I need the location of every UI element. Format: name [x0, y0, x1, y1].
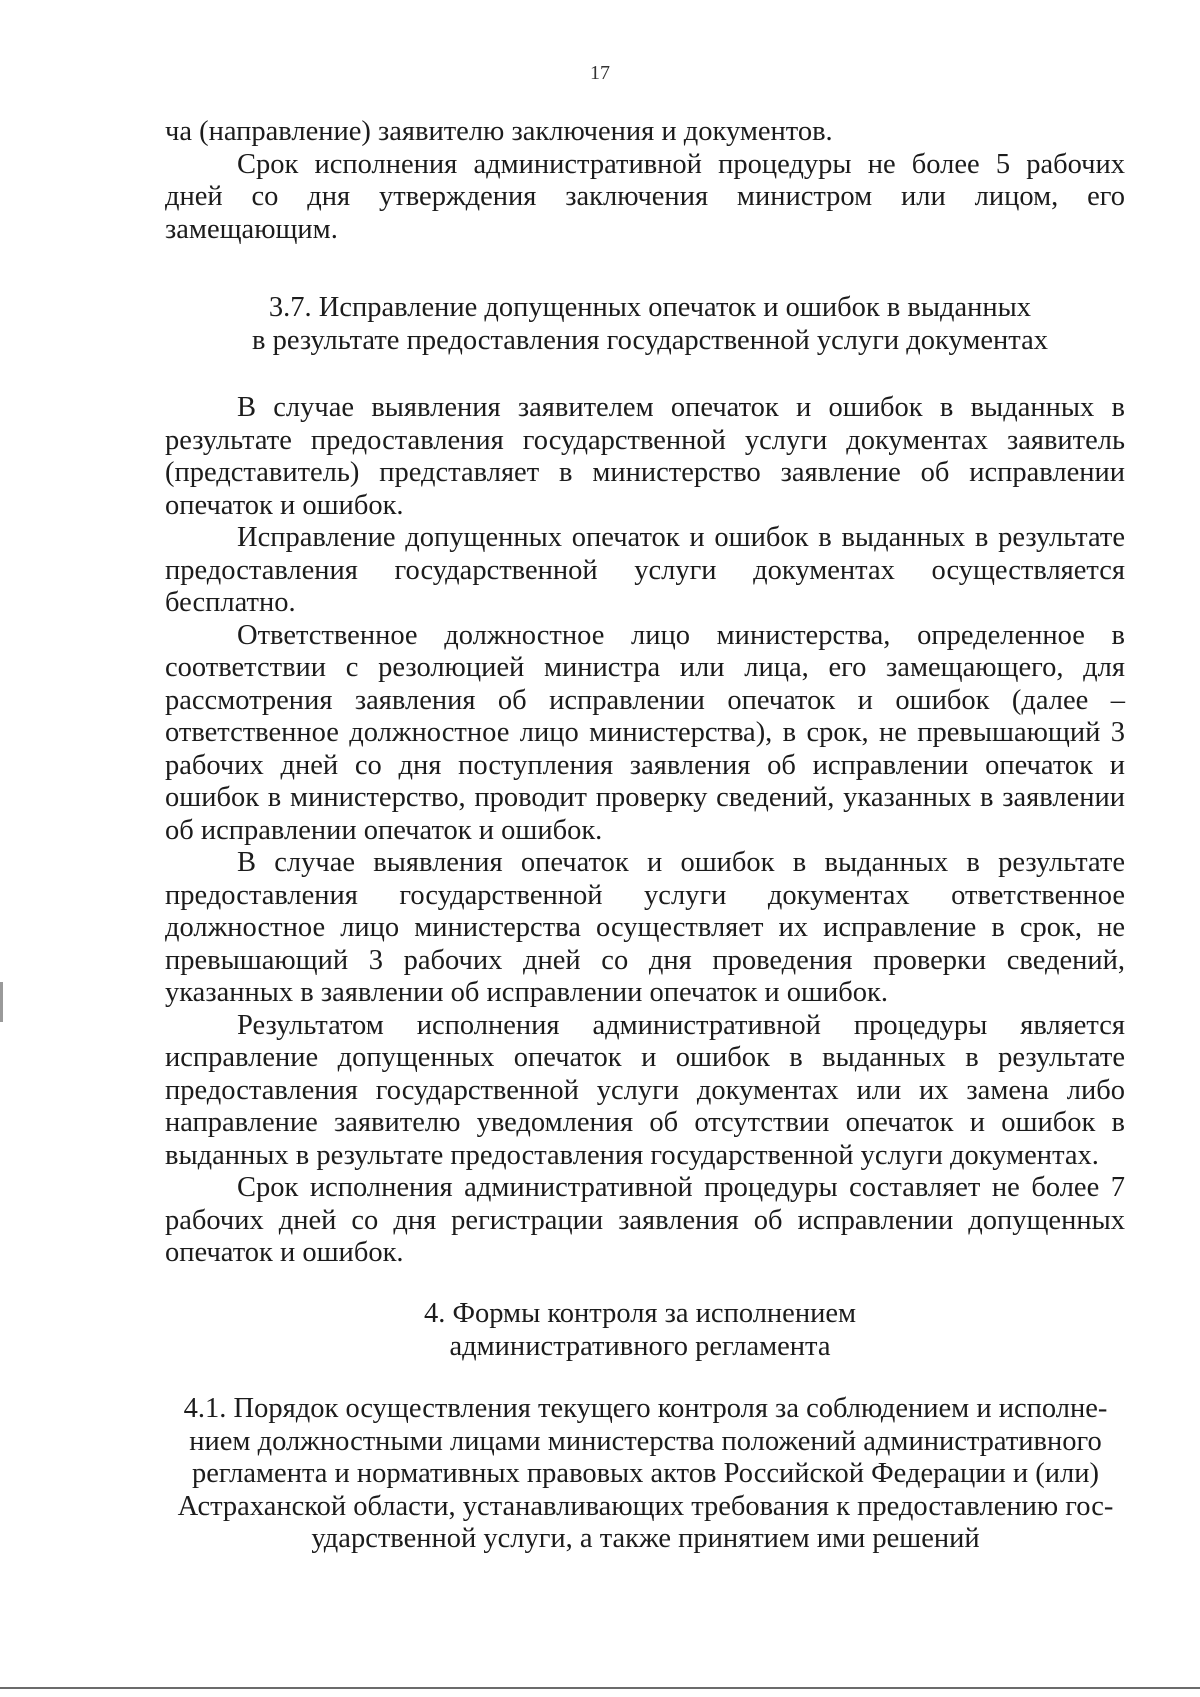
text-block-corrections: [165, 392, 1125, 1270]
paragraph: Срок исполнения административной процедуры не более 5 рабочих дней со дня утверждения заключения министром или лицом, его замещающим.: [165, 148, 1125, 245]
heading-line: ударственной услуги, а также принятием ими решений: [311, 1523, 980, 1554]
paragraph: В случае выявления опечаток и ошибок в выданных в результате предоставления государственной услуги документах ответственное должностное лицо министерства осуществляет их исправление в срок, не превышающий 3 рабочих дней со дня проведения проверки сведений, указанных в заявлении об исправлении опечаток и ошибок.: [165, 847, 1125, 1008]
heading-line: административного регламента: [449, 1330, 831, 1362]
text-block-procedure-end: [165, 116, 1125, 246]
heading-line: Астраханской области, устанавливающих требования к предоставлению гос-: [177, 1490, 1114, 1522]
section-heading-3-7: [170, 292, 1130, 357]
page-number: 17: [590, 62, 610, 84]
paragraph: В случае выявления заявителем опечаток и ошибок в выданных в результате предоставления государственной услуги документах заявитель (представитель) представляет в министерство заявление об исправлении опечаток и ошибок.: [165, 392, 1125, 521]
paragraph: ча (направление) заявителю заключения и документов.: [165, 116, 833, 147]
heading-line: регламента и нормативных правовых актов Российской Федерации и (или): [192, 1458, 1099, 1489]
paragraph: Срок исполнения административной процедуры составляет не более 7 рабочих дней со дня регистрации заявления об исправлении допущенных опечаток и ошибок.: [165, 1172, 1125, 1268]
paragraph: Исправление допущенных опечаток и ошибок в выданных в результате предоставления государственной услуги документах осуществляется бесплатно.: [165, 522, 1125, 618]
heading-line: нием должностными лицами министерства положений административного: [189, 1425, 1102, 1457]
heading-line: 4.1. Порядок осуществления текущего контроля за соблюдением и исполне-: [183, 1393, 1108, 1424]
heading-line: 4. Формы контроля за исполнением: [423, 1298, 857, 1329]
heading-line: в результате предоставления государственной услуги документах: [252, 324, 1048, 356]
paragraph: Результатом исполнения административной процедуры является исправление допущенных опечаток и ошибок в выданных в результате предоставления государственной услуги документах или их замена либо направление заявителю уведомления об отсутствии опечаток и ошибок в выданных в результате предоставления государственной услуги документах.: [165, 1009, 1125, 1171]
scan-bottom-edge: [0, 1687, 1200, 1689]
heading-line: 3.7. Исправление допущенных опечаток и ошибок в выданных: [268, 292, 1032, 323]
paragraph: Ответственное должностное лицо министерства, определенное в соответствии с резолюцией министра или лица, его замещающего, для рассмотрения заявления об исправлении опечаток и ошибок (далее – ответственное должностное лицо министерства), в срок, не превышающий 3 рабочих дней со дня поступления заявления об исправлении опечаток и ошибок в министерство, проводит проверку сведений, указанных в заявлении об исправлении опечаток и ошибок.: [165, 619, 1125, 846]
section-heading-4-1: [158, 1393, 1133, 1556]
section-heading-4: [160, 1298, 1120, 1363]
scan-edge-mark: [0, 982, 3, 1022]
